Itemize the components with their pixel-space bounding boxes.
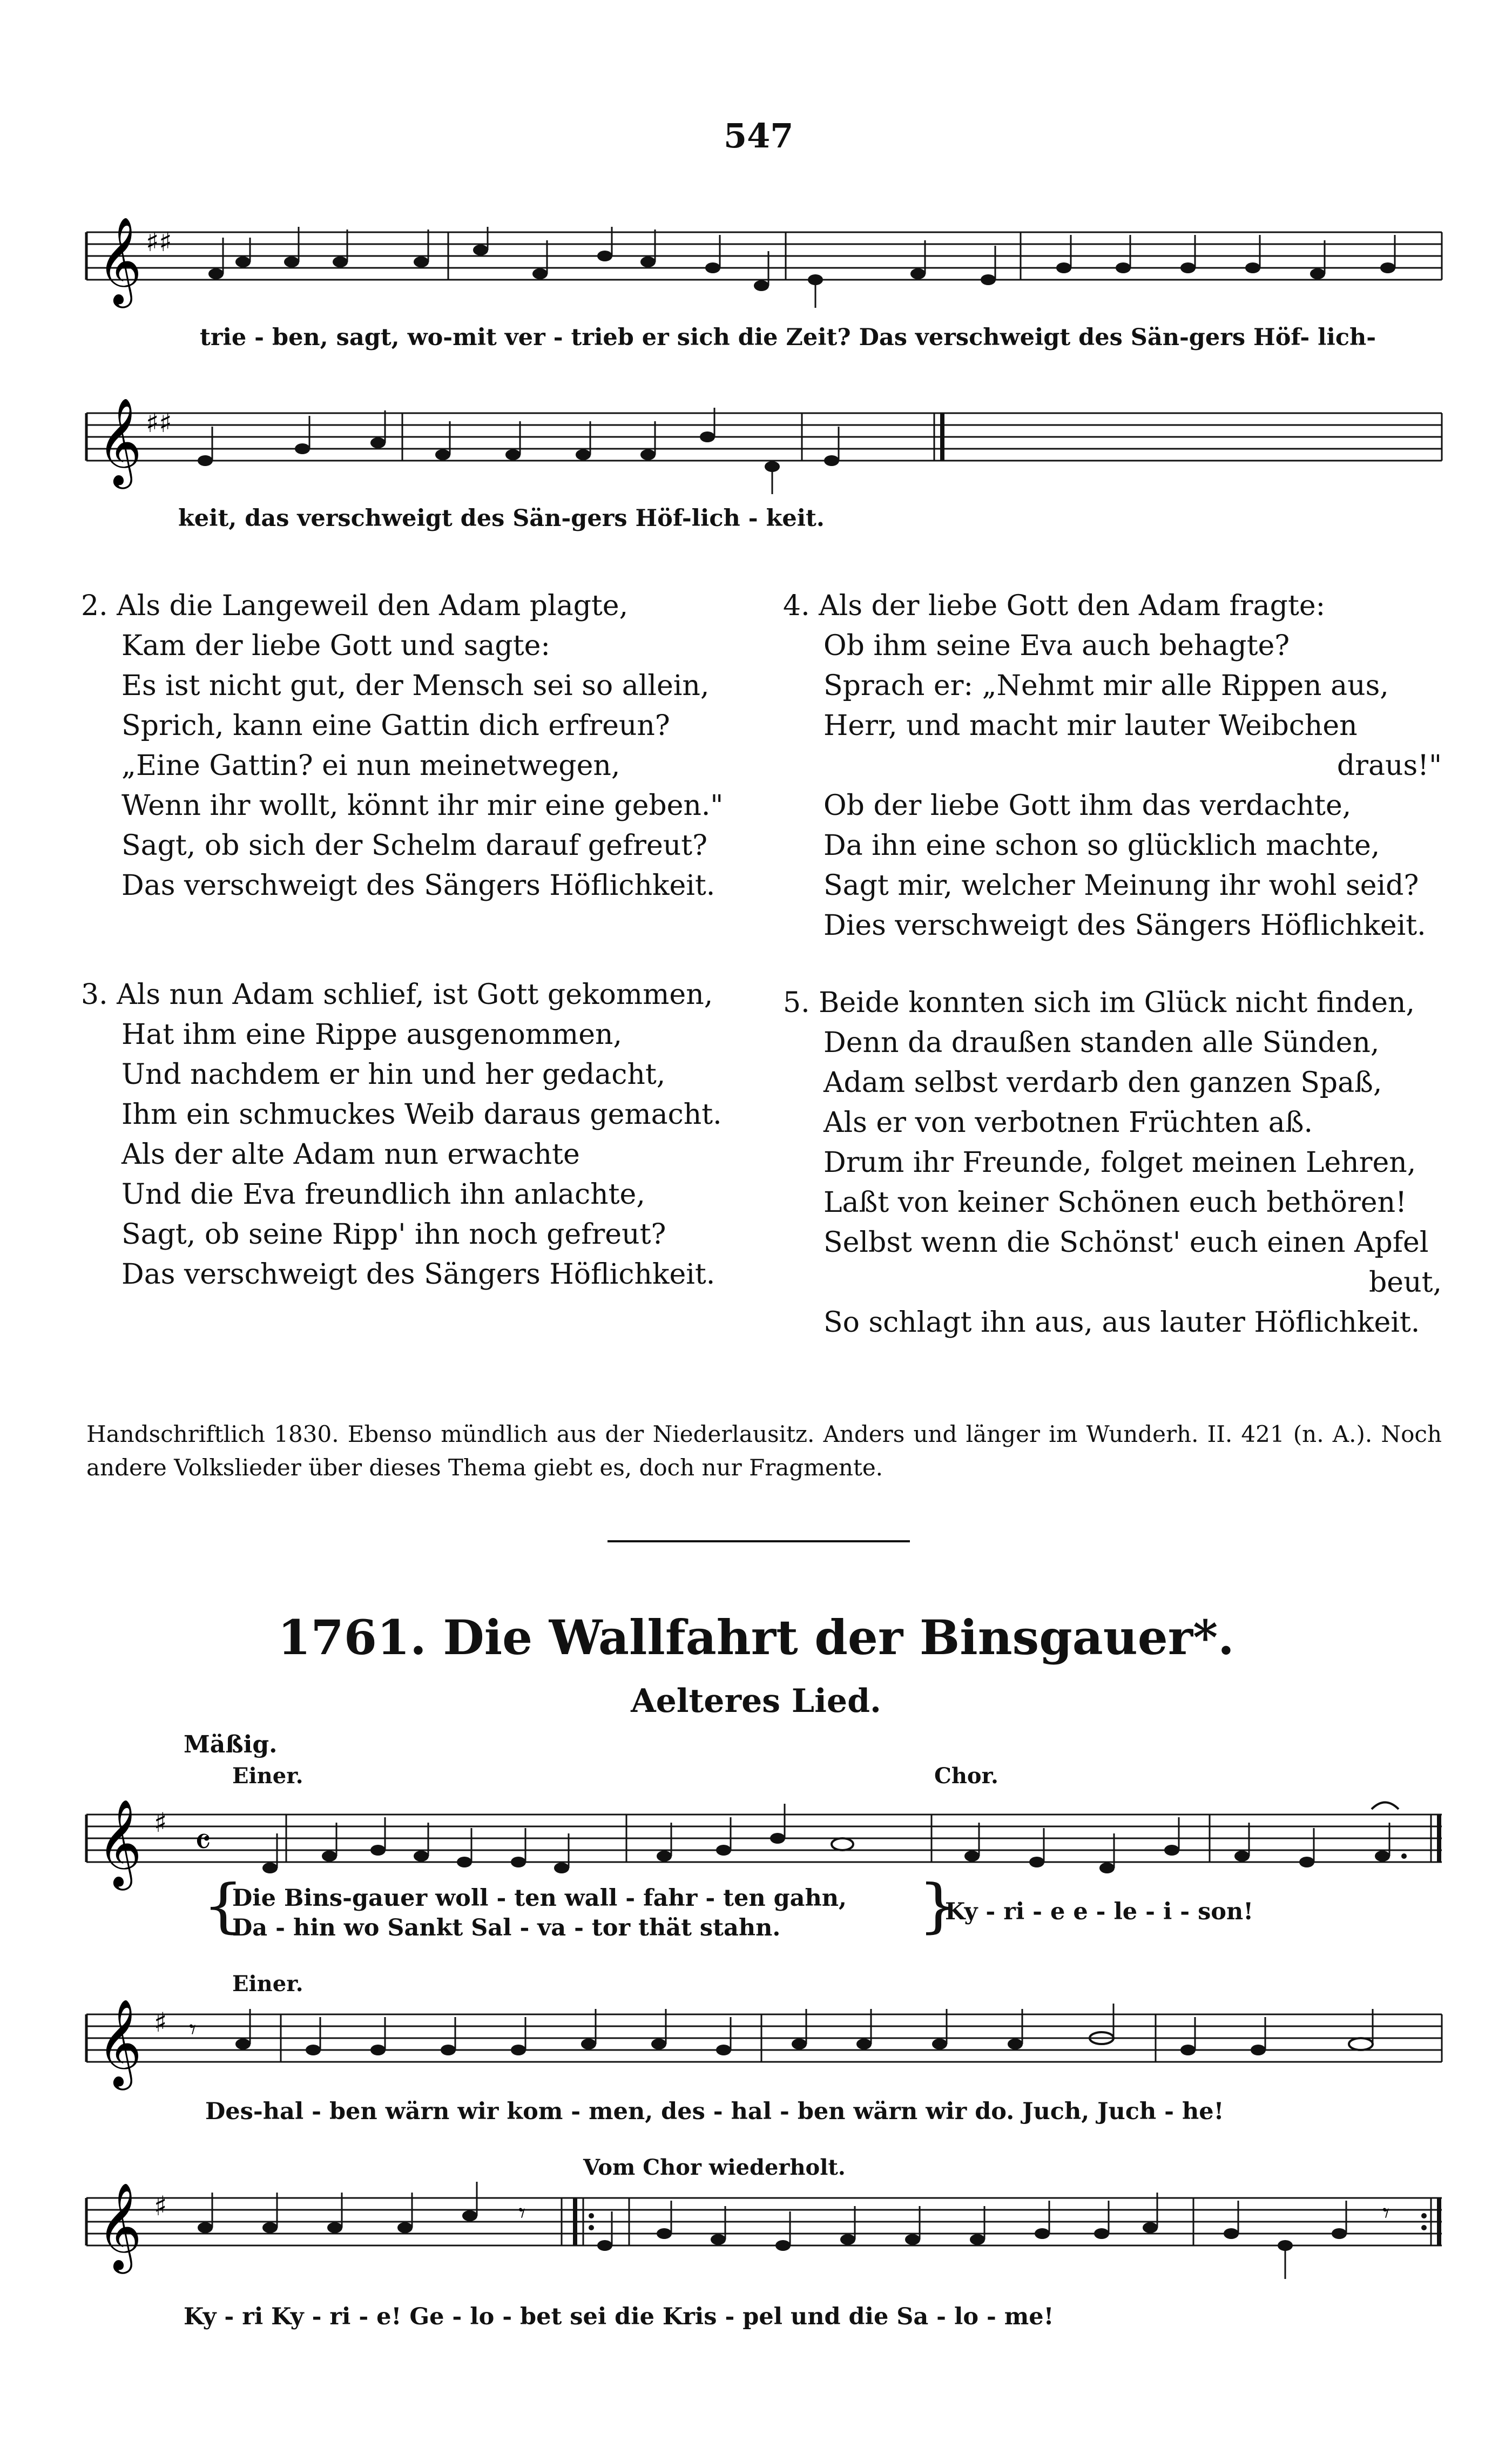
staff-2-lyrics: keit, das verschweigt des Sän-gers Höf-lich - keit. [178, 505, 825, 532]
song-staff-1-lyric-b: Da - hin wo Sankt Sal - va - tor thät stahn. [232, 1914, 781, 1941]
svg-text:𝄾: 𝄾 [189, 2014, 197, 2045]
label-chor: Chor. [934, 1763, 998, 1789]
verse-number: 5. [783, 987, 810, 1019]
song-staff-1-lyric-a: Die Bins-gauer woll - ten wall - fahr - ten gahn, [232, 1885, 847, 1912]
staff-1-lyrics: trie - ben, sagt, wo-mit ver - trieb er sich die Zeit? Das verschweigt des Sän-gers Höf- lich- [200, 324, 1376, 351]
verse-number: 3. [81, 979, 108, 1011]
svg-text:𝄾: 𝄾 [518, 2197, 526, 2229]
song-staff-3 [0, 2182, 1512, 2284]
verse-2: 2. Als die Langeweil den Adam plagte, Kam der liebe Gott und sagte: Es ist nicht gut, der Mensch sei so allein, Sprich, kann eine Gattin dich erfreun? „Eine Gattin? ei nun meinetwegen, Wenn ihr wollt, könnt ihr mir eine geben." Sagt, ob sich der Schelm darauf gefreut? Das verschweigt des Sängers Höflichkeit. [81, 590, 724, 902]
svg-text:𝄞: 𝄞 [97, 2182, 142, 2270]
section-divider [608, 1540, 910, 1542]
song-title: 1761. Die Wallfahrt der Binsgauer*. [278, 1609, 1234, 1665]
svg-text:♯: ♯ [154, 1807, 167, 1838]
verse-number: 4. [783, 590, 810, 622]
svg-text:𝄞: 𝄞 [97, 397, 142, 485]
song-staff-2-lyrics: Des-hal - ben wärn wir kom - men, des - hal - ben wärn wir do. Juch, Juch - he! [205, 2098, 1224, 2125]
svg-text:𝄴: 𝄴 [194, 1820, 212, 1864]
music-staff-2 [0, 397, 1512, 500]
song-staff-3-lyrics: Ky - ri Ky - ri - e! Ge - lo - bet sei die Kris - pel und die Sa - lo - me! [184, 2303, 1054, 2330]
svg-text:♯♯: ♯♯ [146, 226, 172, 258]
verse-number: 2. [81, 590, 108, 622]
source-note: Handschriftlich 1830. Ebenso mündlich aus der Niederlausitz. Anders und länger im Wunderh. II. 421 (n. A.). Noch andere Volkslieder über dieses Thema giebt es, doch nur Fragmente. [86, 1421, 1442, 1481]
music-staff-1 [0, 217, 1512, 313]
label-vom-chor: Vom Chor wiederholt. [583, 2155, 846, 2180]
svg-text:♯: ♯ [154, 2190, 167, 2222]
svg-text:♯♯: ♯♯ [146, 407, 172, 439]
svg-text:𝄾: 𝄾 [1382, 2197, 1390, 2229]
song-staff-2 [0, 1998, 1512, 2090]
verse-3: 3. Als nun Adam schlief, ist Gott gekommen, Hat ihm eine Rippe ausgenommen, Und nachdem er hin und her gedacht, Ihm ein schmuckes Weib daraus gemacht. Als der alte Adam nun erwachte Und die Eva freundlich ihn anlachte, Sagt, ob seine Ripp' ihn noch gefreut? Das verschweigt des Sängers Höflichkeit. [81, 979, 722, 1291]
song-staff-1-chorus-lyric: Ky - ri - e e - le - i - son! [945, 1898, 1254, 1925]
label-einer: Einer. [232, 1763, 303, 1789]
page-number: 547 [724, 116, 794, 156]
svg-text:𝄞: 𝄞 [97, 1799, 142, 1887]
label-einer-2: Einer. [232, 1971, 303, 1997]
verse-5: 5. Beide konnten sich im Glück nicht finden, Denn da draußen standen alle Sünden, Adam selbst verdarb den ganzen Spaß, Als er von verbotnen Früchten aß. Drum ihr Freunde, folget meinen Lehren, Laßt von keiner Schönen euch bethören! Selbst wenn die Schönst' euch einen Apfel beut, So schlagt ihn aus, aus lauter Höflichkeit. [783, 987, 1442, 1339]
song-staff-1 [0, 1793, 1512, 1885]
verse-4: 4. Als der liebe Gott den Adam fragte: Ob ihm seine Eva auch behagte? Sprach er: „Nehmt mir alle Rippen aus, Herr, und macht mir lauter Weibchen draus!" Ob der liebe Gott ihm das verdachte, Da ihn eine schon so glücklich machte, Sagt mir, welcher Meinung ihr wohl seid? Dies verschweigt des Sängers Höflichkeit. [783, 590, 1442, 942]
lyric-brace-right: } [918, 1872, 960, 1940]
song-subtitle: Aelteres Lied. [631, 1682, 881, 1720]
tempo-marking: Mäßig. [184, 1731, 278, 1758]
svg-text:𝄞: 𝄞 [97, 1999, 142, 2087]
svg-text:𝄞: 𝄞 [97, 217, 142, 305]
svg-text:♯: ♯ [154, 2007, 167, 2038]
lyric-brace-left: { [202, 1872, 244, 1940]
